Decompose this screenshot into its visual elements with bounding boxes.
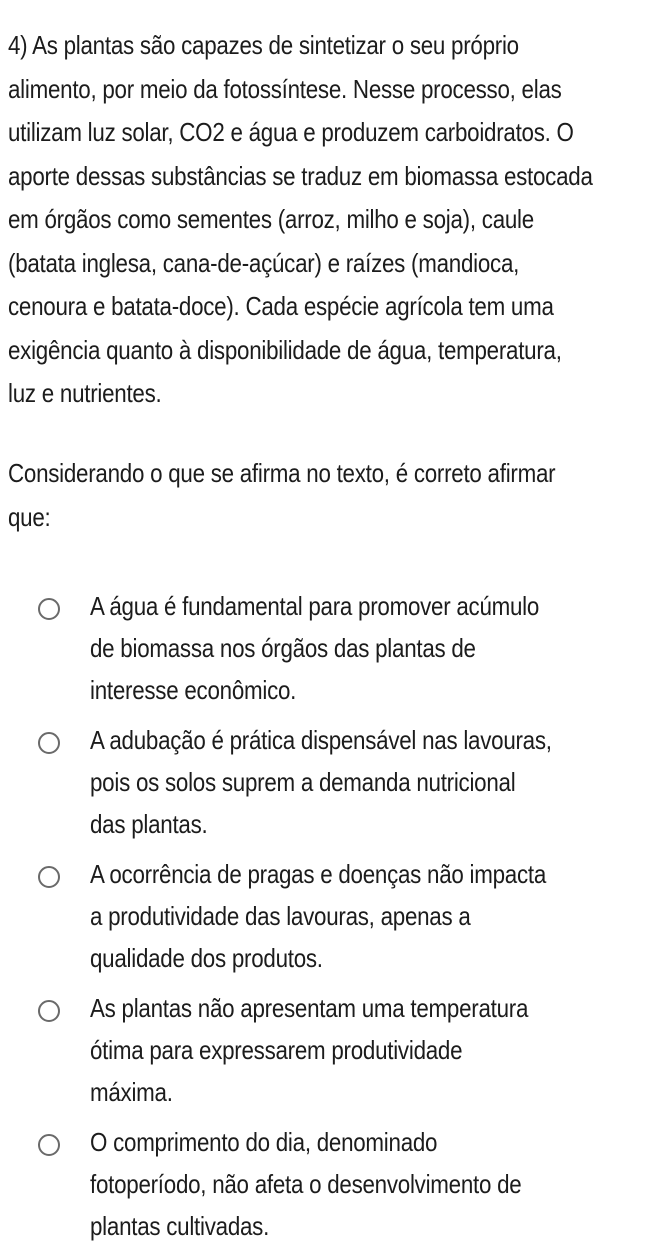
answer-options [0, 585, 668, 1241]
prompt-line: que: [8, 501, 51, 532]
answer-option-5[interactable] [0, 1121, 668, 1249]
answer-option-1[interactable] [0, 585, 668, 713]
answer-option-label[interactable] [90, 719, 621, 845]
option-line: qualidade dos produtos. [90, 943, 323, 973]
answer-option-label[interactable] [90, 987, 621, 1113]
radio-button[interactable] [38, 866, 60, 888]
question-line: luz e nutrientes. [8, 378, 162, 408]
option-line: plantas cultivadas. [90, 1211, 270, 1241]
option-line: das plantas. [90, 809, 208, 839]
prompt-line: Considerando o que se afirma no texto, é correto afirmar [8, 458, 556, 488]
question-prompt [8, 452, 658, 539]
question-line: em órgãos como sementes (arroz, milho e soja), caule [8, 204, 534, 234]
option-line: A água é fundamental para promover acúmulo [90, 591, 540, 621]
option-line: As plantas não apresentam uma temperatura [90, 993, 529, 1023]
answer-option-4[interactable] [0, 987, 668, 1115]
radio-button[interactable] [38, 732, 60, 754]
question-line: aporte dessas substâncias se traduz em biomassa estocada [8, 160, 593, 191]
answer-option-label[interactable] [90, 585, 621, 711]
answer-option-label[interactable] [90, 853, 621, 979]
option-line: pois os solos suprem a demanda nutricional [90, 767, 516, 797]
option-line: a produtividade das lavouras, apenas a [90, 901, 471, 931]
radio-button[interactable] [38, 598, 60, 620]
question-line: alimento, por meio da fotossíntese. Nesse processo, elas [8, 73, 562, 104]
answer-option-label[interactable] [90, 1121, 621, 1247]
question-line: utilizam luz solar, CO2 e água e produzem carboidratos. O [8, 117, 574, 147]
option-line: O comprimento do dia, denominado [90, 1127, 438, 1157]
question-text [8, 24, 658, 416]
question-line: exigência quanto à disponibilidade de água, temperatura, [8, 334, 562, 365]
option-line: de biomassa nos órgãos das plantas de [90, 633, 476, 663]
option-line: interesse econômico. [90, 675, 297, 705]
option-line: A ocorrência de pragas e doenças não impacta [90, 859, 547, 889]
option-line: A adubação é prática dispensável nas lavouras, [90, 725, 552, 755]
answer-option-3[interactable] [0, 853, 668, 981]
radio-button[interactable] [38, 1134, 60, 1156]
radio-button[interactable] [38, 1000, 60, 1022]
option-line: ótima para expressarem produtividade [90, 1035, 463, 1065]
option-line: máxima. [90, 1077, 173, 1107]
question-line: cenoura e batata-doce). Cada espécie agrícola tem uma [8, 291, 554, 321]
question-line: (batata inglesa, cana-de-açúcar) e raízes (mandioca, [8, 247, 520, 278]
option-line: fotoperíodo, não afeta o desenvolvimento de [90, 1169, 522, 1199]
question-line: 4) As plantas são capazes de sintetizar o seu próprio [8, 30, 519, 60]
answer-option-2[interactable] [0, 719, 668, 847]
